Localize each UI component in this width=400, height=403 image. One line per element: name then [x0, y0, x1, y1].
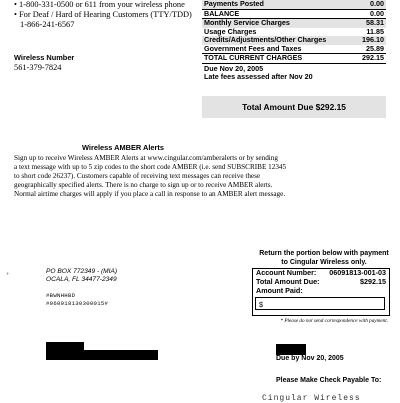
total-amount-due-box: Total Amount Due $292.15	[202, 96, 386, 118]
correspondence-note: * Please do not send correspondence with payment.	[280, 318, 388, 324]
account-number-value: 06091813-001-03	[329, 268, 386, 277]
return-portion-note: Return the portion below with payment to Cingular Wireless only.	[259, 250, 389, 266]
contact-block	[14, 0, 192, 30]
payments-posted-label: Payments Posted	[204, 0, 264, 8]
amber-line: to short code 26237). Customers capable of receiving text messages can receive these	[14, 172, 261, 180]
late-fee-line: Late fees assessed after Nov 20	[204, 72, 313, 81]
fold-tick-mark: +	[6, 272, 10, 278]
redacted-block	[276, 344, 306, 355]
redacted-block	[46, 342, 84, 350]
total-due-value: $292.15	[360, 276, 386, 286]
due-date-line: Due Nov 20, 2005	[204, 63, 264, 73]
charge-label: Credits/Adjustments/Other Charges	[204, 35, 327, 44]
contact-line-tty-number: 1-866-241-6567	[20, 20, 75, 29]
charge-row	[202, 45, 386, 54]
redacted-block	[46, 350, 158, 360]
account-number-label: Account Number:	[256, 268, 317, 277]
amber-line: a text message with up to 5 zip codes to the short code AMBER (i.e. send SUBSCRIBE 12345	[14, 163, 287, 171]
amber-alerts-title: Wireless AMBER Alerts	[82, 143, 164, 152]
charge-value: 196.10	[362, 35, 384, 44]
charge-label: Monthly Service Charges	[204, 18, 290, 27]
due-info	[202, 63, 386, 83]
charge-value: 25.89	[366, 43, 384, 53]
wireless-number-value: 561-379-7824	[14, 63, 62, 72]
scan-code-line: #BWNHHBD	[46, 292, 76, 299]
scan-codes	[46, 292, 108, 308]
contact-line-tty: • For Deaf / Hard of Hearing Customers (TTY/TDD)	[14, 10, 192, 19]
amber-line: Sign up to receive Wireless AMBER Alerts at www.cingular.com/amberalerts or by sending	[14, 154, 278, 162]
payee-name: Cingular Wireless	[262, 394, 361, 403]
wireless-number-title: Wireless Number	[14, 53, 75, 62]
scan-code-line: #060918130300015#	[46, 300, 109, 307]
payments-posted-value: 0.00	[370, 0, 384, 8]
remit-address-line: PO BOX 772349 - (MIA)	[46, 268, 118, 275]
total-current-charges-label: TOTAL CURRENT CHARGES	[204, 53, 303, 62]
charge-value: 58.31	[366, 18, 384, 27]
charge-value: 11.85	[366, 26, 384, 36]
total-current-charges-row	[202, 53, 386, 63]
dollar-sign: $	[259, 300, 263, 309]
charge-label: Usage Charges	[204, 26, 257, 36]
account-payment-box	[252, 268, 390, 316]
amber-line: geographically specified alerts. There is no charge to sign up or to receive AMBER alerts.	[14, 181, 273, 189]
balance-label: BALANCE	[204, 8, 240, 18]
charges-summary	[202, 0, 386, 83]
contact-line-phone: • 1-800-331-0500 or 611 from your wireless phone	[14, 0, 185, 9]
balance-value: 0.00	[370, 8, 384, 18]
amber-line: Normal airtime charges will apply if you place a call in response to an AMBER alert message.	[14, 190, 286, 198]
total-current-charges-value: 292.15	[362, 53, 384, 62]
due-by-date: Due by Nov 20, 2005	[276, 355, 344, 362]
total-due-label: Total Amount Due:	[256, 276, 320, 286]
charge-label: Government Fees and Taxes	[204, 43, 302, 53]
amount-paid-field[interactable]	[255, 297, 385, 310]
remit-address	[46, 268, 117, 284]
amount-paid-label: Amount Paid:	[256, 285, 303, 295]
payable-to-label: Please Make Check Payable To:	[276, 377, 382, 384]
remit-address-line: OCALA, FL 34477-2349	[46, 276, 117, 283]
amber-alerts-body	[14, 154, 384, 199]
